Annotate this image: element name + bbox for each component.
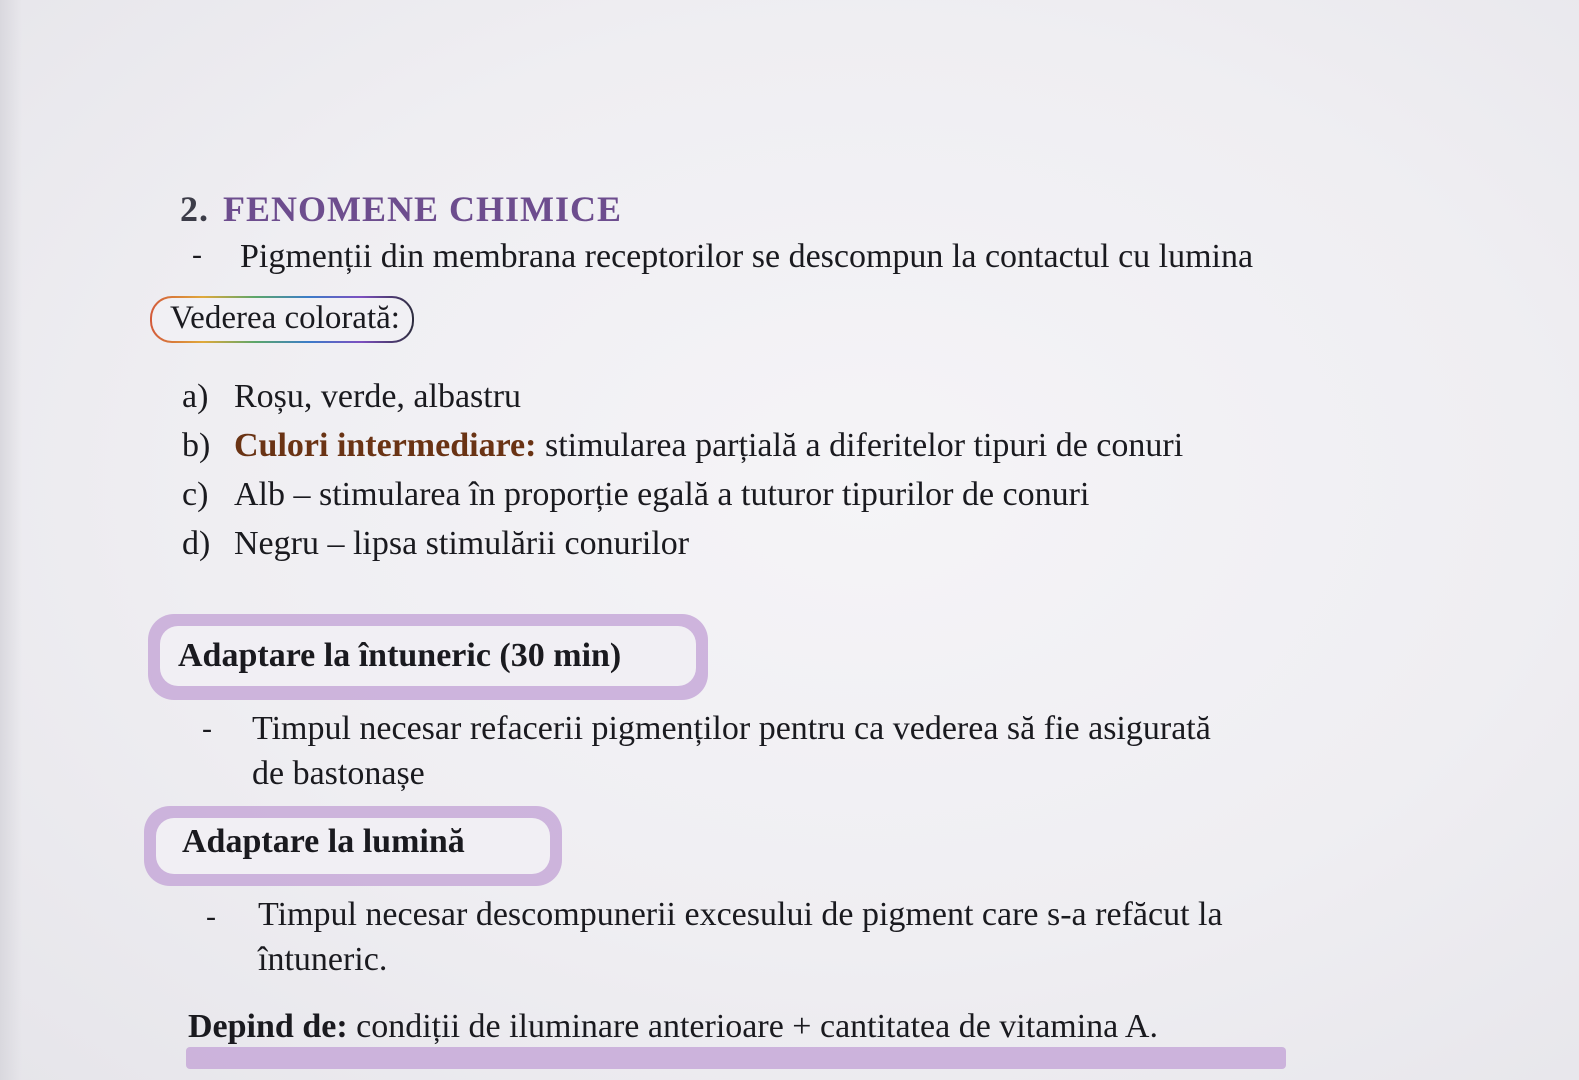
list-item — [182, 427, 1183, 465]
dark-adaptation-label: Adaptare la întuneric (30 min) — [178, 637, 622, 674]
item-text: Negru – lipsa stimulării conurilor — [234, 525, 690, 562]
depends-line — [188, 1008, 1158, 1046]
page-edge-shadow — [0, 0, 22, 1080]
depends-text: condiții de iluminare anterioare + cantitatea de vitamina A. — [347, 1008, 1158, 1045]
intro-text: Pigmenții din membrana receptorilor se descompun la contactul cu lumina — [240, 238, 1254, 275]
item-text: Roșu, verde, albastru — [234, 378, 522, 415]
list-item — [182, 525, 689, 563]
light-adaptation-text-line2: întuneric. — [258, 941, 388, 978]
item-letter: b) — [182, 427, 211, 464]
item-letter: c) — [182, 476, 209, 513]
dark-adaptation-text-line1: Timpul necesar refacerii pigmenților pentru ca vederea să fie asigurată — [252, 710, 1211, 747]
bullet-dash: - — [202, 712, 212, 745]
bullet-dash: - — [206, 900, 216, 933]
item-letter: d) — [182, 525, 211, 562]
item-text: stimularea parțială a diferitelor tipuri de conuri — [536, 427, 1184, 464]
section-title: FENOMENE CHIMICE — [223, 189, 623, 229]
underline-highlight — [186, 1047, 1286, 1069]
light-adaptation-text-line1: Timpul necesar descompunerii excesului de pigment care s-a refăcut la — [258, 896, 1223, 933]
item-bold-term: Culori intermediare: — [234, 427, 537, 464]
item-letter: a) — [182, 378, 209, 415]
color-vision-label: Vederea colorată: — [150, 296, 414, 343]
item-text: Alb – stimularea în proporție egală a tuturor tipurilor de conuri — [234, 476, 1090, 513]
list-item — [182, 378, 521, 416]
list-item — [182, 476, 1089, 514]
dark-adaptation-text-line2: de bastonașe — [252, 755, 425, 792]
bullet-dash: - — [192, 238, 202, 271]
section-heading — [180, 188, 622, 230]
section-number: 2. — [180, 189, 209, 229]
light-adaptation-label: Adaptare la lumină — [182, 823, 465, 860]
depends-label: Depind de: — [188, 1008, 348, 1045]
